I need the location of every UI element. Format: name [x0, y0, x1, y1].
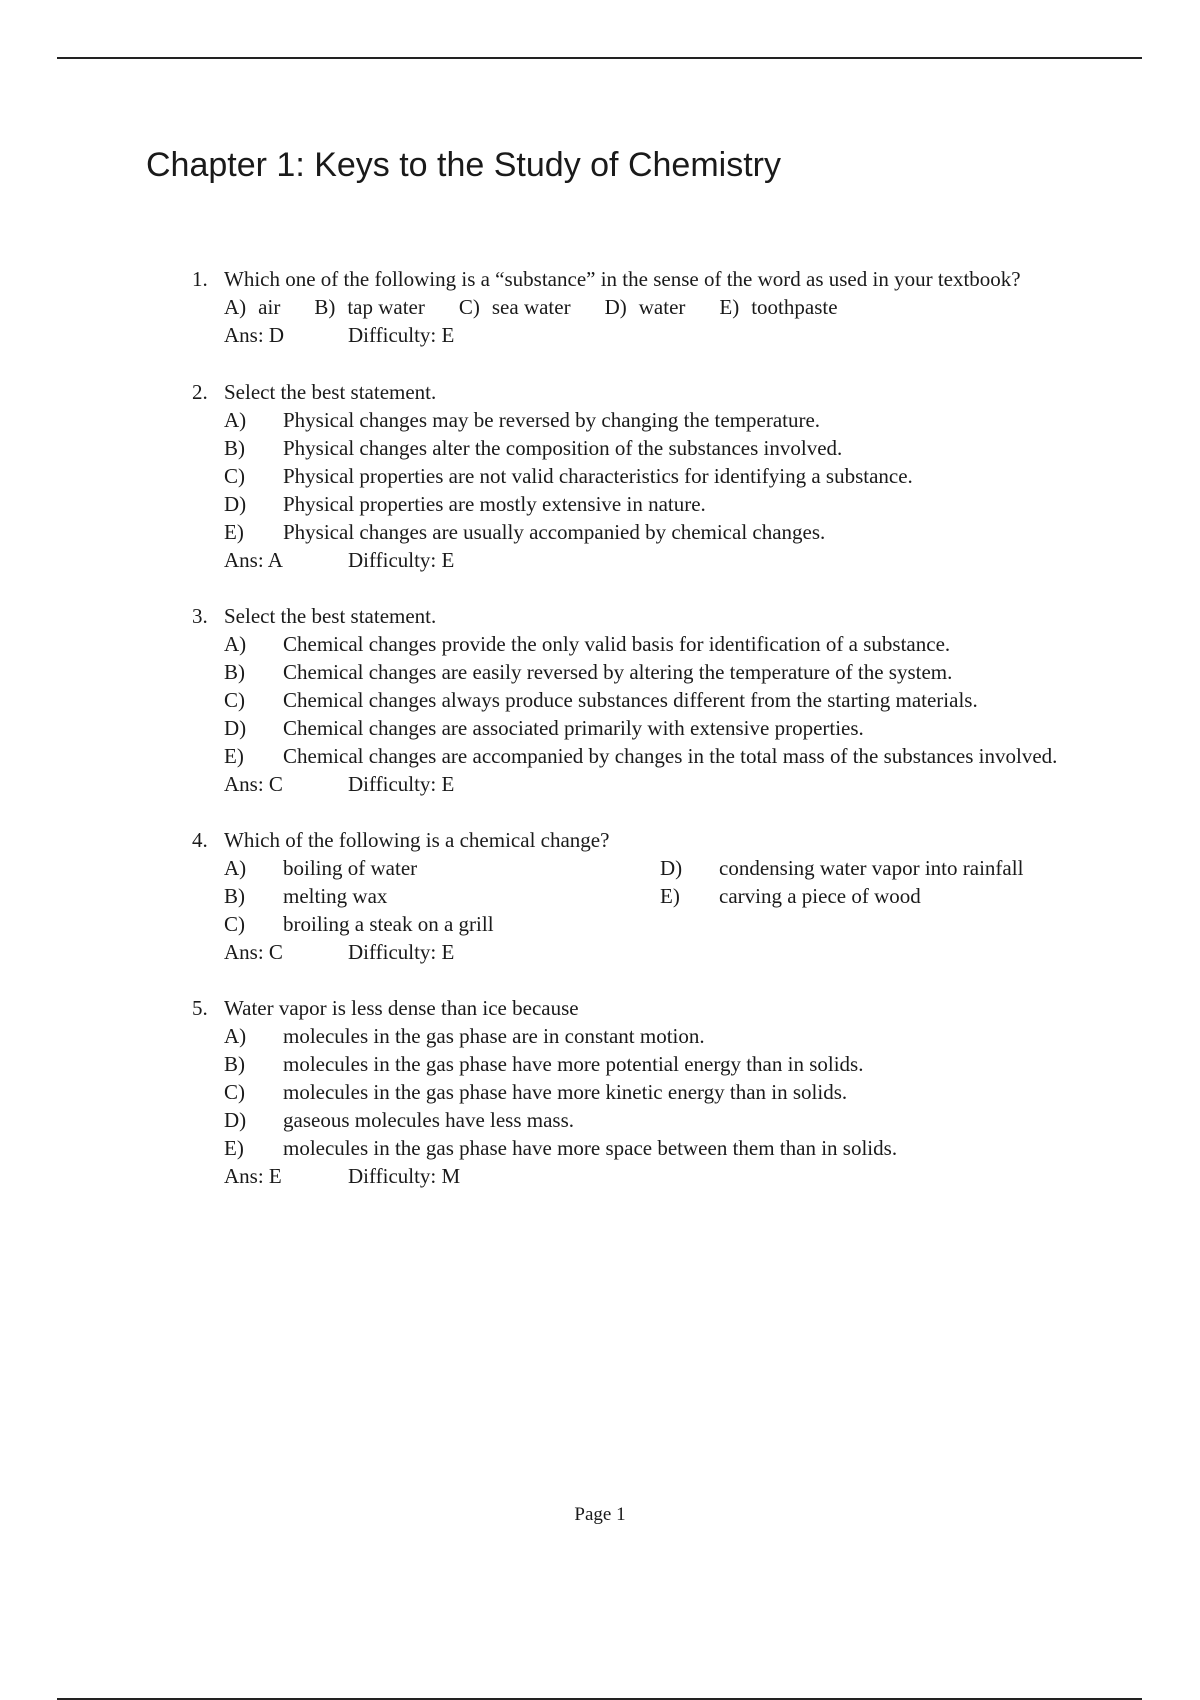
option-e — [224, 518, 1092, 546]
option-text: Chemical changes provide the only valid basis for identification of a substance. — [283, 632, 951, 656]
option-text: gaseous molecules have less mass. — [283, 1108, 575, 1132]
option-letter: E) — [719, 295, 740, 319]
answer-row — [224, 1162, 1092, 1190]
question-text: Water vapor is less dense than ice because — [224, 996, 579, 1020]
question-number: 4. — [192, 828, 208, 852]
option-c — [224, 462, 1092, 490]
difficulty: Difficulty: M — [348, 1164, 461, 1188]
question-text: Select the best statement. — [224, 380, 437, 404]
option-letter: C) — [224, 912, 245, 936]
option-text: Physical changes are usually accompanied by chemical changes. — [283, 520, 826, 544]
difficulty: Difficulty: E — [348, 323, 455, 347]
option-text: Physical properties are mostly extensive in nature. — [283, 492, 706, 516]
option-d — [660, 854, 1100, 882]
option-letter: A) — [224, 1024, 247, 1048]
option-b — [224, 434, 1092, 462]
option-letter: E) — [224, 744, 244, 768]
option-letter: D) — [660, 856, 683, 880]
option-list — [224, 293, 1092, 321]
option-text: condensing water vapor into rainfall — [719, 856, 1024, 880]
option-e — [224, 1134, 1092, 1162]
option-text: molecules in the gas phase have more potential energy than in solids. — [283, 1052, 864, 1076]
option-text: Physical properties are not valid characteristics for identifying a substance. — [283, 464, 913, 488]
option-text: Physical changes alter the composition of the substances involved. — [283, 436, 843, 460]
question-5 — [192, 994, 1092, 1190]
option-text: broiling a steak on a grill — [283, 912, 494, 936]
answer-key: Ans: A — [224, 548, 283, 572]
chapter-title: Chapter 1: Keys to the Study of Chemistry — [146, 146, 781, 184]
option-text: Chemical changes are accompanied by changes in the total mass of the substances involved. — [283, 744, 1058, 768]
option-letter: A) — [224, 295, 247, 319]
option-list — [224, 630, 1092, 798]
option-d — [224, 1106, 1092, 1134]
option-a — [224, 630, 1092, 658]
option-c — [224, 1078, 1092, 1106]
option-text: tap water — [347, 295, 425, 319]
option-letter: D) — [224, 492, 247, 516]
question-text: Select the best statement. — [224, 604, 437, 628]
question-3 — [192, 602, 1092, 798]
option-d — [605, 293, 686, 321]
option-e — [719, 293, 837, 321]
option-letter: C) — [224, 1080, 245, 1104]
option-text: Chemical changes always produce substances different from the starting materials. — [283, 688, 978, 712]
answer-row — [224, 770, 1092, 798]
difficulty: Difficulty: E — [348, 772, 455, 796]
option-text: molecules in the gas phase have more kinetic energy than in solids. — [283, 1080, 848, 1104]
question-text: Which of the following is a chemical change? — [224, 828, 610, 852]
answer-key: Ans: C — [224, 940, 283, 964]
option-list — [224, 406, 1092, 574]
option-text: melting wax — [283, 884, 388, 908]
option-a — [224, 293, 280, 321]
option-text: sea water — [491, 295, 571, 319]
option-text: molecules in the gas phase are in constant motion. — [283, 1024, 705, 1048]
top-rule — [57, 57, 1142, 59]
option-text: water — [638, 295, 686, 319]
difficulty: Difficulty: E — [348, 940, 455, 964]
question-number: 1. — [192, 267, 208, 291]
answer-key: Ans: C — [224, 772, 283, 796]
page-number: Page 1 — [574, 1504, 626, 1525]
option-text: Chemical changes are associated primarily with extensive properties. — [283, 716, 864, 740]
option-letter: A) — [224, 632, 247, 656]
option-c — [224, 686, 1092, 714]
option-letter: E) — [224, 1136, 244, 1160]
answer-row — [224, 546, 1092, 574]
option-b — [224, 658, 1092, 686]
option-c — [224, 910, 1092, 938]
option-text: toothpaste — [751, 295, 838, 319]
option-d — [224, 490, 1092, 518]
option-letter: A) — [224, 408, 247, 432]
question-number: 5. — [192, 996, 208, 1020]
option-letter: E) — [660, 884, 680, 908]
answer-row — [224, 938, 1092, 966]
question-text: Which one of the following is a “substance” in the sense of the word as used in your textbook? — [224, 267, 1021, 291]
option-letter: D) — [604, 295, 627, 319]
option-letter: C) — [224, 464, 245, 488]
question-4 — [192, 826, 1092, 966]
option-a — [224, 406, 1092, 434]
option-b — [224, 1050, 1092, 1078]
question-2 — [192, 378, 1092, 574]
option-text: molecules in the gas phase have more space between them than in solids. — [283, 1136, 898, 1160]
answer-key: Ans: E — [224, 1164, 282, 1188]
question-1 — [192, 265, 1092, 349]
option-letter: D) — [224, 716, 247, 740]
option-text: air — [258, 295, 281, 319]
answer-key: Ans: D — [224, 323, 285, 347]
question-number: 2. — [192, 380, 208, 404]
option-letter: E) — [224, 520, 244, 544]
option-letter: C) — [458, 295, 480, 319]
option-list — [224, 1022, 1092, 1190]
option-c — [459, 293, 571, 321]
option-list — [224, 854, 1092, 938]
option-letter: B) — [314, 295, 336, 319]
option-b — [314, 293, 425, 321]
option-letter: B) — [224, 660, 245, 684]
answer-row — [224, 321, 1092, 349]
option-letter: D) — [224, 1108, 247, 1132]
option-letter: B) — [224, 1052, 245, 1076]
option-text: Chemical changes are easily reversed by altering the temperature of the system. — [283, 660, 953, 684]
question-number: 3. — [192, 604, 208, 628]
option-a — [224, 1022, 1092, 1050]
option-letter: B) — [224, 436, 245, 460]
option-e — [224, 742, 1092, 770]
option-text: carving a piece of wood — [719, 884, 921, 908]
option-letter: A) — [224, 856, 247, 880]
option-text: boiling of water — [283, 856, 418, 880]
difficulty: Difficulty: E — [348, 548, 455, 572]
option-d — [224, 714, 1092, 742]
option-text: Physical changes may be reversed by changing the temperature. — [283, 408, 821, 432]
option-e — [660, 882, 1100, 910]
option-letter: B) — [224, 884, 245, 908]
option-letter: C) — [224, 688, 245, 712]
question-list — [192, 265, 1092, 1190]
